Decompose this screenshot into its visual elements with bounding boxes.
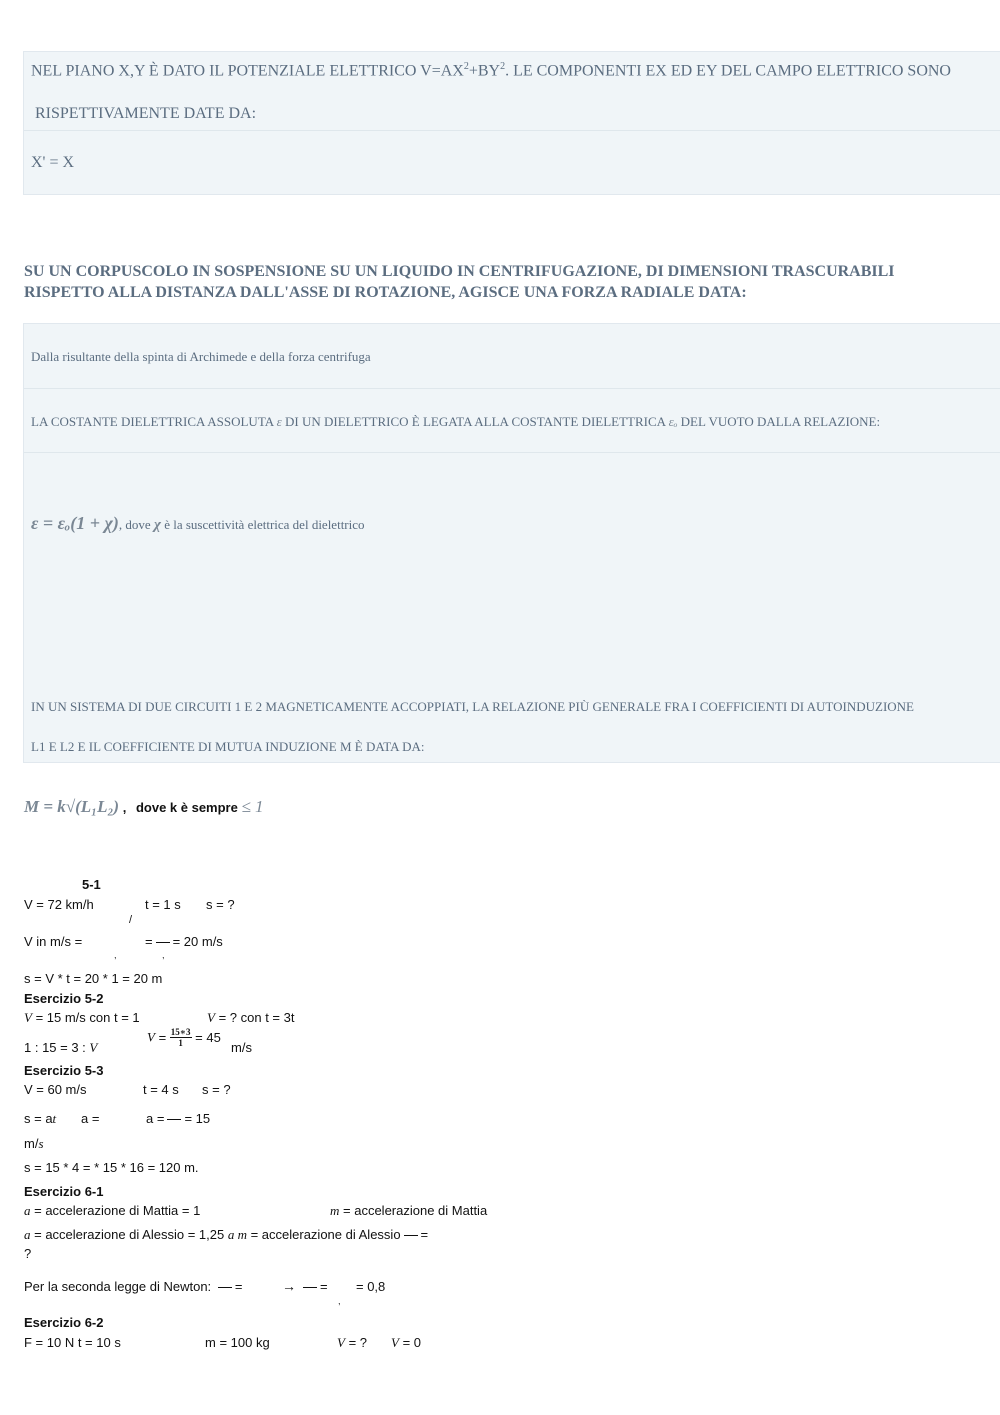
text-segment: LA COSTANTE DIELETTRICA ASSOLUTA — [31, 414, 274, 429]
answer-dielectric — [31, 513, 365, 534]
exercise-5-1-title: 5-1 — [82, 877, 101, 892]
symbol-v: V — [337, 1335, 345, 1350]
symbol-m: m — [330, 1203, 340, 1218]
fraction-bar — [303, 1287, 317, 1288]
ex53-accel-a: a = — [81, 1111, 100, 1126]
text-segment: = 0 — [402, 1335, 422, 1350]
ex53-result: s = 15 * 4 = * 15 * 16 = 120 m. — [24, 1160, 199, 1175]
question-heading-centrifuge — [24, 261, 954, 303]
text-segment: , dove — [118, 517, 151, 532]
question-potential-line1 — [31, 61, 951, 80]
text-segment: = — [145, 934, 153, 949]
ex53-time: t = 4 s — [143, 1082, 179, 1097]
answer-centrifuge: Dalla risultante della spinta di Archimede e della forza centrifuga — [31, 349, 371, 364]
text-segment: DI UN DIELETTRICO È LEGATA ALLA COSTANTE DIELETTRICA — [285, 414, 666, 429]
superscript: 2 — [500, 61, 506, 72]
fraction-bar — [156, 942, 170, 943]
ex62-velocity-zero — [391, 1335, 421, 1351]
ex53-velocity: V = 60 m/s — [24, 1082, 87, 1097]
text-segment: dove k è sempre — [135, 800, 238, 815]
text-segment: è la suscettività elettrica del dielettrico — [164, 517, 365, 532]
superscript: 2 — [463, 61, 469, 72]
symbol-am: a m — [227, 1227, 247, 1242]
text-segment: = 15 — [184, 1111, 211, 1126]
text-segment: = 15 m/s con t = 1 — [35, 1010, 140, 1025]
text-segment: V in m/s = — [24, 934, 83, 949]
symbol-t: t — [52, 1111, 57, 1126]
ex61-mark: , — [338, 1296, 341, 1306]
text-segment: m/ — [24, 1136, 39, 1151]
ex51-distance: s = ? — [206, 897, 235, 912]
symbol-s: s — [38, 1136, 44, 1151]
text-segment: NEL PIANO X,Y È DATO IL POTENZIALE ELETTRICO V=AX — [31, 62, 464, 80]
ex61-ratio — [300, 1279, 328, 1294]
formula-mutual-inductance: M = k√(L₁L₂) — [24, 797, 120, 816]
formula-epsilon: ε = εₒ(1 + χ) — [31, 513, 119, 533]
ex61-line1b — [330, 1203, 487, 1219]
ex62-velocity — [337, 1335, 367, 1351]
exercise-6-2-title: Esercizio 6-2 — [24, 1315, 104, 1330]
symbol-v: V — [147, 1029, 155, 1045]
ex51-velocity: V = 72 km/h — [24, 897, 94, 912]
text-segment: DEL VUOTO DALLA RELAZIONE: — [680, 414, 881, 429]
question-potential-line2: RISPETTIVAMENTE DATE DA: — [35, 105, 257, 122]
exercise-6-1-title: Esercizio 6-1 — [24, 1184, 104, 1199]
ex53-unit — [24, 1136, 44, 1152]
fraction-denominator: 1 — [178, 1038, 183, 1048]
exercise-5-3-title: Esercizio 5-3 — [24, 1063, 104, 1078]
ex62-mass: m = 100 kg — [205, 1335, 270, 1350]
text-segment: = — [320, 1279, 328, 1294]
answer-inductance — [24, 797, 264, 817]
fraction — [170, 1027, 192, 1048]
ex53-accel-b — [146, 1111, 210, 1126]
divider — [24, 452, 1000, 453]
symbol-leq: ≤ 1 — [241, 797, 264, 816]
text-segment: = — [234, 1279, 243, 1294]
ex51-conversion-result — [145, 934, 223, 949]
text-segment: s = a — [24, 1111, 53, 1126]
symbol-v: V — [24, 1010, 32, 1025]
text-segment: . LE COMPONENTI EX ED EY DEL CAMPO ELETTRICO SONO — [505, 62, 951, 80]
divider — [24, 130, 1000, 131]
question-inductance-line2: L1 E L2 E IL COEFFICIENTE DI MUTUA INDUZIONE M È DATA DA: — [31, 739, 425, 754]
ex53-formula — [24, 1111, 56, 1127]
ex52-proportion — [24, 1040, 97, 1056]
text-segment: = — [420, 1227, 429, 1242]
text-segment: 1 : 15 = 3 : — [24, 1040, 86, 1055]
symbol-v: V — [391, 1335, 399, 1350]
ex51-result: s = V * t = 20 * 1 = 20 m — [24, 971, 163, 986]
exercise-5-2-title: Esercizio 5-2 — [24, 991, 104, 1006]
text-segment: = accelerazione di Alessio = 1,25 — [34, 1227, 225, 1242]
divider — [24, 388, 1000, 389]
symbol-v: V — [207, 1010, 215, 1025]
text-segment: = 45 — [195, 1030, 221, 1045]
symbol-v: V — [89, 1040, 98, 1055]
text-segment: = accelerazione di Alessio — [250, 1227, 401, 1242]
question-inductance-line1: IN UN SISTEMA DI DUE CIRCUITI 1 E 2 MAGNETICAMENTE ACCOPPIATI, LA RELAZIONE PIÙ GENERALE FRA I COEFFICIENTI DI AUTOINDUZIONE — [31, 699, 914, 714]
ex61-question: ? — [24, 1246, 32, 1261]
text-segment: = accelerazione di Mattia = 1 — [34, 1203, 201, 1218]
ex52-line1b — [207, 1010, 294, 1026]
ex52-line1 — [24, 1010, 140, 1026]
fraction-numerator: 15∗3 — [170, 1027, 191, 1037]
heading-line: RISPETTO ALLA DISTANZA DALL'ASSE DI ROTAZIONE, AGISCE UNA FORZA RADIALE DATA: — [24, 284, 747, 301]
symbol-epsilon-zero: εₒ — [668, 414, 678, 429]
ex61-line2 — [24, 1227, 428, 1243]
text-segment: = — [158, 1030, 167, 1045]
ex51-slash: / — [129, 914, 133, 926]
question-panel-dielectric — [23, 323, 1000, 763]
ex52-unit: m/s — [231, 1040, 252, 1055]
fraction-bar — [167, 1119, 181, 1120]
text-segment: Per la seconda legge di Newton: — [24, 1279, 212, 1294]
text-segment: = ? — [348, 1335, 368, 1350]
fraction-bar — [218, 1287, 232, 1288]
text-segment: = ? con t = 3t — [218, 1010, 295, 1025]
symbol-chi: χ — [153, 517, 161, 533]
fraction-bar — [404, 1235, 418, 1236]
text-segment: +BY — [468, 62, 501, 80]
ex61-answer: = 0,8 — [356, 1279, 386, 1294]
symbol-a: a — [24, 1227, 31, 1242]
text-segment: = 20 m/s — [172, 934, 223, 949]
question-panel-potential — [23, 51, 1000, 195]
ex61-newton — [24, 1279, 242, 1294]
ex53-distance: s = ? — [202, 1082, 231, 1097]
ex61-arrow-icon: → — [282, 1278, 296, 1294]
text-segment: = accelerazione di Mattia — [343, 1203, 488, 1218]
text-segment: , — [122, 800, 127, 815]
ex52-solution — [147, 1027, 221, 1048]
ex51-conversion — [24, 934, 82, 949]
ex62-force-time: F = 10 N t = 10 s — [24, 1335, 121, 1350]
question-dielectric — [31, 414, 880, 430]
answer-potential: X' = X — [31, 154, 75, 171]
ex51-time: t = 1 s — [145, 897, 181, 912]
symbol-a: a — [24, 1203, 31, 1218]
ex61-line1 — [24, 1203, 200, 1219]
ex51-mark: , — [162, 950, 165, 960]
symbol-epsilon: ε — [276, 414, 282, 429]
text-segment: a = — [146, 1111, 165, 1126]
ex51-mark: , — [114, 950, 117, 960]
heading-line: SU UN CORPUSCOLO IN SOSPENSIONE SU UN LIQUIDO IN CENTRIFUGAZIONE, DI DIMENSIONI TRASCURABILI — [24, 263, 895, 280]
